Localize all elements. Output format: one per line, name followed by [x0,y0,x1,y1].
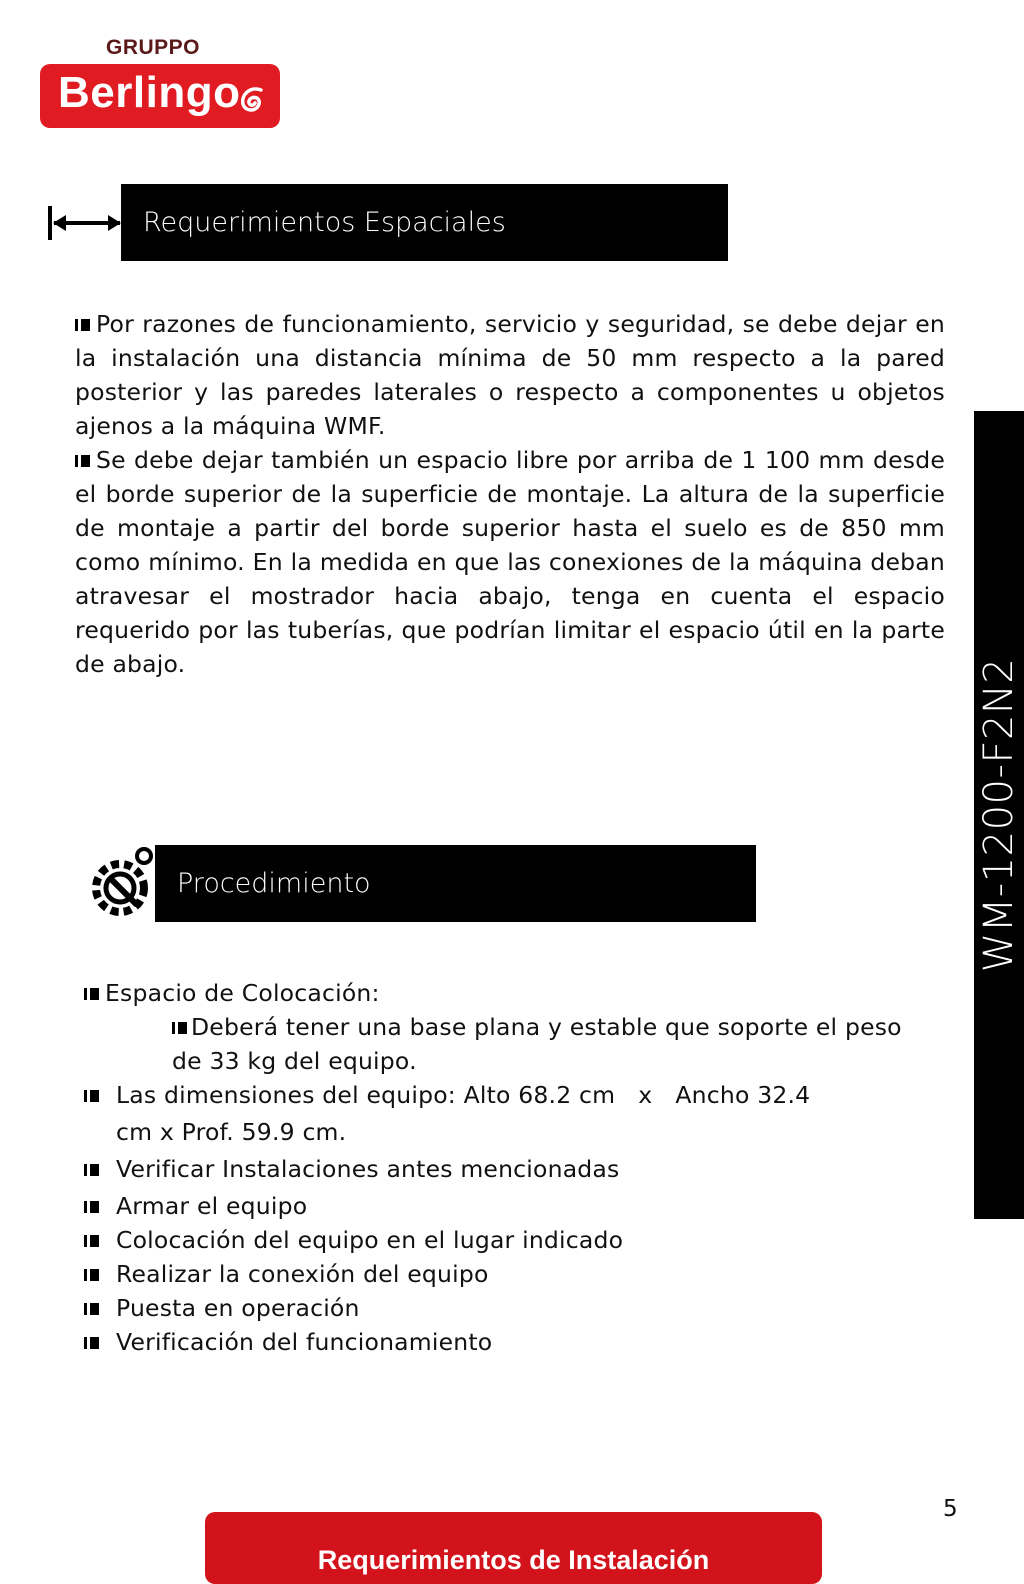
section-title-spatial: Requerimientos Espaciales [143,207,506,238]
bullet-icon [175,1022,187,1034]
spatial-paragraph-2: Se debe dejar también un espacio libre por arriba de 1 100 mm desde el borde superior de la superficie de montaje. La altura de la superficie de montaje a partir del borde superior hasta el suelo es de 850 mm como mínimo. En la medida en que las conexiones de la máquina deban atravesar el mostrador hacia abajo, tenga en cuenta el espacio requerido por las tuberías, que podrían limitar el espacio útil en la parte de abajo. [75,446,945,678]
header-notch [111,184,135,261]
step-item: Verificación del funcionamiento [116,1328,493,1356]
logo-group-text: GRUPPO [106,36,201,59]
header-notch [143,845,167,922]
spatial-paragraph-1: Por razones de funcionamiento, servicio y seguridad, se debe dejar en la instalación una distancia mínima de 50 mm respecto a la pared posterior y las paredes laterales o respecto a componentes u objetos ajenos a la máquina WMF. [75,310,945,440]
logo-badge [40,64,280,128]
bullet-icon [87,1337,99,1349]
bullet-icon [87,1164,99,1176]
section-title-procedure: Procedimiento [177,868,371,899]
bullet-icon [78,319,90,331]
company-logo [40,36,282,132]
step-item: Verificar Instalaciones antes mencionadas [116,1155,620,1183]
logo-brand-text: Berlingo [58,68,241,117]
step-item: Realizar la conexión del equipo [116,1260,489,1288]
bullet-icon [87,1201,99,1213]
dimensions-line-2: cm x Prof. 59.9 cm. [116,1118,347,1146]
step-item: Colocación del equipo en el lugar indicado [116,1226,624,1254]
footer-banner [205,1512,822,1584]
dimensions-line-1: Las dimensiones del equipo: Alto 68.2 cm x Ancho 32.4 [116,1081,811,1109]
step-item: Armar el equipo [116,1192,308,1220]
placement-sub: Deberá tener una base plana y estable que soporte el peso de 33 kg del equipo. [172,1013,902,1075]
bullet-icon [87,1235,99,1247]
footer-title: Requerimientos de Instalación [317,1544,710,1575]
bullet-icon [87,1303,99,1315]
model-label: WM-1200-F2N2 [976,657,1022,973]
bullet-icon [78,455,90,467]
bullet-icon [87,988,99,1000]
placement-title: Espacio de Colocación: [84,976,380,1010]
section-header-procedure [155,845,756,922]
page-number: 5 [943,1496,958,1522]
bullet-icon [87,1269,99,1281]
section-header-spatial [121,184,728,261]
bullet-icon [87,1090,99,1102]
logo-swirl-icon [237,84,267,116]
step-item: Puesta en operación [116,1294,360,1322]
